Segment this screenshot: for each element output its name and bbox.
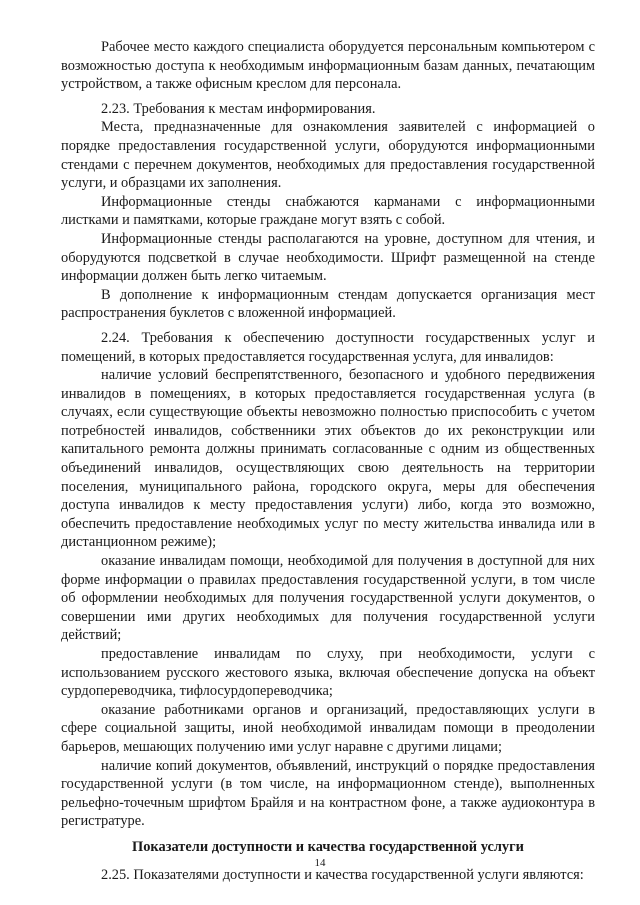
paragraph-info-places: Места, предназначенные для ознакомления заявителей с информацией о порядке предоставления государственной услуги, оборудуются информационными стендами с перечнем документов, необходимых для предоставления государственной услуги, и образцами их заполнения.	[61, 119, 595, 192]
paragraph-braille-copies: наличие копий документов, объявлений, инструкций о порядке предоставления государственной услуги (в том числе, на информационном стенде), выполненных рельефно-точечным шрифтом Брайля и на контрастном фоне, а также аудиоконтура в регистратуре.	[61, 757, 595, 830]
document-page	[61, 38, 595, 884]
page-number: 14	[314, 857, 326, 869]
paragraph-2-24-title: 2.24. Требования к обеспечению доступности государственных услуг и помещений, в которых предоставляется государственная услуга, для инвалидов:	[61, 329, 595, 365]
section-heading: Показатели доступности и качества государственной услуги	[132, 838, 524, 855]
paragraph-accessibility-conditions: наличие условий беспрепятственного, безопасного и удобного передвижения инвалидов в помещениях, в которых предоставляется государственная услуга (в случаях, если существующие объекты невозможно полностью приспособить с учетом потребностей инвалидов, собственники этих объектов до их реконструкции или капитального ремонта должны принимать согласованные с одним из общественных объединений инвалидов, осуществляющих свою деятельность на территории поселения, муниципального района, городского округа, меры для обеспечения доступа инвалидов к месту предоставления услуги) либо, когда это возможно, обеспечить предоставление необходимых услуг по месту жительства инвалида или в дистанционном режиме);	[61, 367, 595, 551]
paragraph-2-25: 2.25. Показателями доступности и качества государственной услуги являются:	[101, 866, 584, 883]
paragraph-staff-assistance: оказание работниками органов и организаций, предоставляющих услуги в сфере социальной защиты, иной необходимой инвалидам помощи в преодолении барьеров, мешающих получению ими услуг наравне с другими лицами;	[61, 701, 595, 755]
paragraph-assistance-info: оказание инвалидам помощи, необходимой для получения в доступной для них форме информации о правилах предоставления государственной услуги, в том числе об оформлении необходимых для получения государственной услуги документов, о совершении ими других необходимых для получения государственной услуги действий;	[61, 553, 595, 644]
paragraph-sign-language: предоставление инвалидам по слуху, при необходимости, услуги с использованием русского жестового языка, включая обеспечение допуска на объект сурдопереводчика, тифлосурдопереводчика;	[61, 646, 595, 700]
paragraph-info-stands-level: Информационные стенды располагаются на уровне, доступном для чтения, и оборудуются подсветкой в случае необходимости. Шрифт размещенной на стенде информации должен быть легко читаемым.	[61, 230, 595, 285]
paragraph-info-stands-pockets: Информационные стенды снабжаются карманами с информационными листками и памятками, которые граждане могут взять с собой.	[61, 193, 595, 229]
paragraph-2-23-title: 2.23. Требования к местам информирования.	[101, 100, 376, 117]
paragraph-booklets: В дополнение к информационным стендам допускается организация мест распространения буклетов с вложенной информацией.	[61, 286, 595, 322]
paragraph-workplace-equipment: Рабочее место каждого специалиста оборудуется персональным компьютером с возможностью доступа к необходимым информационным базам данных, печатающим устройством, а также офисным креслом для персонала.	[61, 39, 595, 93]
